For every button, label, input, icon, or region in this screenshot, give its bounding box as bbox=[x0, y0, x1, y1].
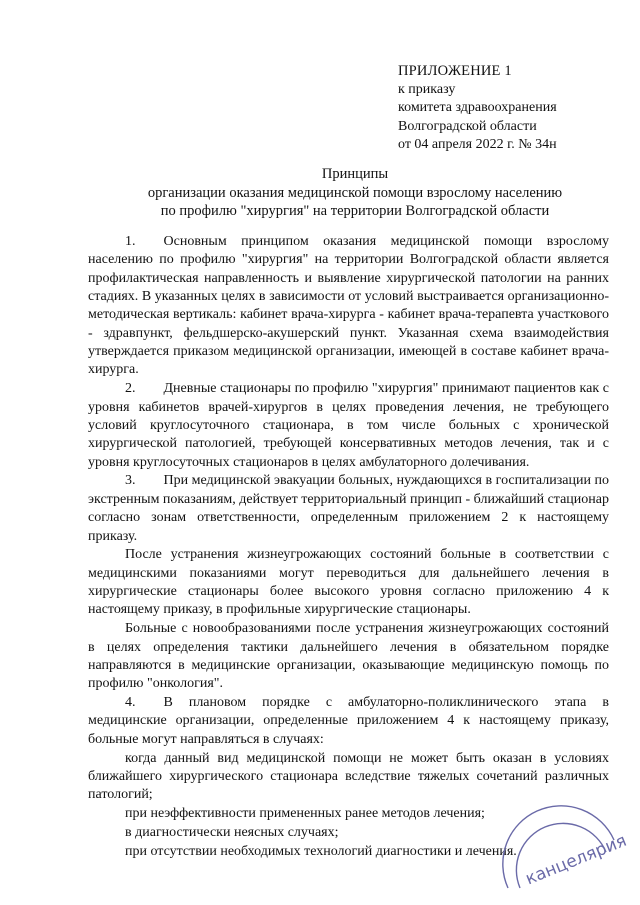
title-line-1: Принципы bbox=[321, 166, 389, 182]
paragraph-3-oncology: Больные с новообразованиями после устранения жизнеугрожающих состояний в целях определения тактики дальнейшего лечения в обязательном порядке направляются в медицинские организации, оказывающие медицинскую помощь по профилю "онкология". bbox=[88, 621, 609, 692]
case-item-3: в диагностически неясных случаях; bbox=[125, 825, 339, 840]
appendix-line-region: Волгоградской области bbox=[398, 118, 537, 134]
case-item-2: при неэффективности примененных ранее методов лечения; bbox=[125, 806, 485, 822]
case-item-4: при отсутствии необходимых технологий диагностики и лечения. bbox=[125, 843, 517, 859]
paragraph-3-transfer: После устранения жизнеугрожающих состояний больные в соответствии с медицинскими показаниями могут переводиться для дальнейшего лечения в хирургические стационары более высокого уровня согласно приложению 4 к настоящему приказу, в профильные хирургические стационары. bbox=[88, 547, 609, 618]
paragraph-1: 1. Основным принципом оказания медицинской помощи взрослому населению по профилю "хирургия" на территории Волгоградской области является профилактическая направленность и выявление хирургической патологии на ранних стадиях. В указанных целях в зависимости от условий выстраивается организационно-методическая вертикаль: кабинет врача-хирурга - кабинет врача-терапевта участкового - здравпункт, фельдшерско-акушерский пункт. Указанная схема взаимодействия утверждается приказом медицинской организации, имеющей в составе кабинет врача-хирурга. bbox=[88, 234, 609, 378]
paragraph-2: 2. Дневные стационары по профилю "хирургия" принимают пациентов как с уровня кабинетов врачей-хирургов в целях проведения лечения, не требующего условий круглосуточного стационара, в том числе больных с хронической хирургической патологией, требующей консервативных методов лечения, так и с уровня круглосуточных стационаров в целях амбулаторного долечивания. bbox=[88, 381, 609, 470]
appendix-line-committee: комитета здравоохранения bbox=[398, 100, 557, 115]
appendix-title: ПРИЛОЖЕНИЕ 1 bbox=[398, 63, 512, 79]
case-item-1: когда данный вид медицинской помощи не может быть оказан в условиях ближайшего хирургического стационара вследствие тяжелых сочетаний различных патологий; bbox=[88, 750, 609, 803]
office-stamp bbox=[488, 800, 630, 890]
title-line-2: организации оказания медицинской помощи взрослому населению bbox=[147, 184, 563, 201]
appendix-line-date: от 04 апреля 2022 г. № 34н bbox=[398, 137, 557, 152]
appendix-line-order: к приказу bbox=[398, 81, 456, 97]
document-body bbox=[88, 233, 609, 861]
paragraph-4: 4. В плановом порядке с амбулаторно-поликлинического этапа в медицинские организации, определенные приложением 4 к настоящему приказу, больные могут направляться в случаях: bbox=[88, 695, 609, 747]
document-title bbox=[100, 165, 610, 221]
title-line-3: по профилю "хирургия" на территории Волгоградской области bbox=[160, 203, 550, 219]
appendix-header bbox=[398, 62, 628, 155]
paragraph-3: 3. При медицинской эвакуации больных, нуждающихся в госпитализации по экстренным показаниям, действует территориальный принцип - ближайший стационар согласно зонам ответственности, определенным приложением 2 к настоящему приказу. bbox=[88, 473, 609, 544]
stamp-text: канцелярия bbox=[522, 830, 630, 890]
